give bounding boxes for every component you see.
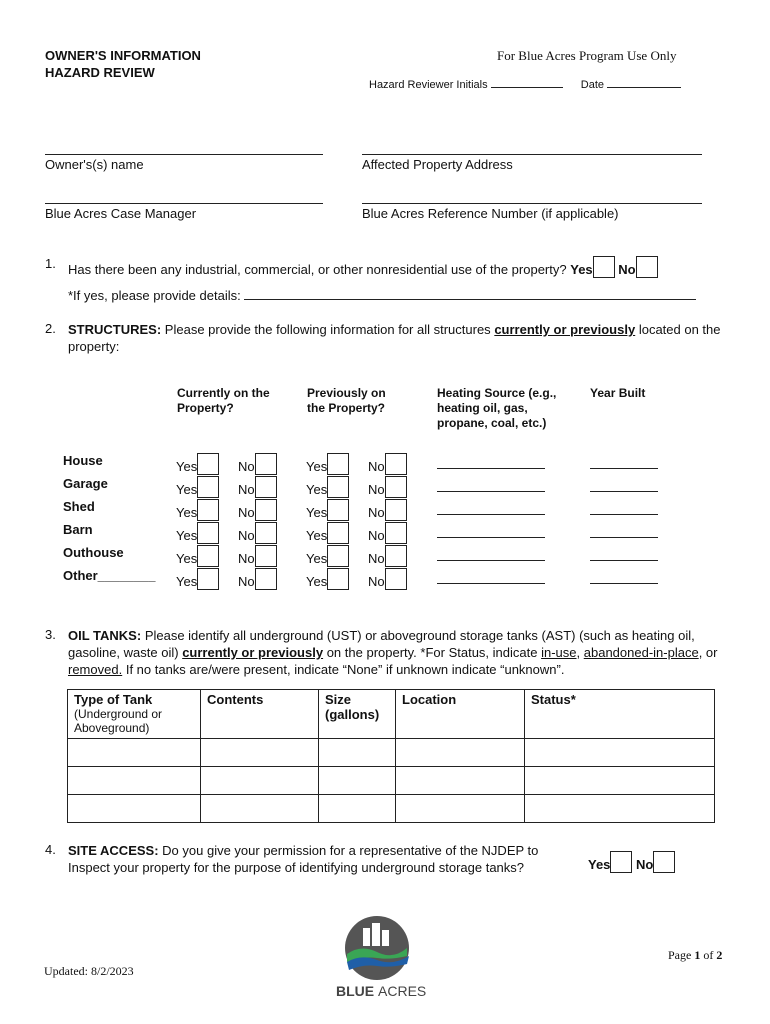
blue-acres-logo bbox=[343, 914, 411, 982]
previous-yes-label: Yes bbox=[306, 482, 328, 497]
page-of: of bbox=[703, 948, 714, 962]
cell-contents[interactable] bbox=[201, 739, 319, 767]
th-location: Location bbox=[396, 690, 525, 739]
q2-emphasis: currently or previously bbox=[494, 322, 636, 337]
cell-contents[interactable] bbox=[201, 795, 319, 823]
status-removed: removed. bbox=[68, 662, 123, 677]
q1-details-label: *If yes, please provide details: bbox=[68, 288, 241, 303]
q1-text: Has there been any industrial, commercial, or other nonresidential use of the property? bbox=[68, 262, 567, 277]
q1-details-row bbox=[68, 288, 696, 303]
current-yes-label: Yes bbox=[176, 459, 198, 474]
q3-number: 3. bbox=[45, 627, 56, 642]
q3-text-c: , or bbox=[698, 645, 718, 660]
current-yes-label: Yes bbox=[176, 482, 198, 497]
q4-yes-checkbox[interactable] bbox=[610, 851, 632, 873]
previous-no-label: No bbox=[368, 459, 385, 474]
current-no-label: No bbox=[238, 528, 255, 543]
page-total: 2 bbox=[716, 948, 723, 962]
q2-label: STRUCTURES: bbox=[68, 322, 162, 337]
col-heating-source: Heating Source (e.g., heating oil, gas, propane, coal, etc.) bbox=[437, 386, 557, 430]
cell-location[interactable] bbox=[396, 767, 525, 795]
previous-yes-checkbox[interactable] bbox=[327, 568, 349, 590]
previous-yes-label: Yes bbox=[306, 459, 328, 474]
logo-text-acres: ACRES bbox=[378, 983, 427, 999]
cell-location[interactable] bbox=[396, 795, 525, 823]
case-manager-label: Blue Acres Case Manager bbox=[45, 206, 197, 221]
table-row bbox=[68, 767, 715, 795]
q4-text: Do you give your permission for a representative of the NJDEP to Inspect your property for the purpose of identifying underground storage tanks? bbox=[68, 843, 539, 875]
q4-label: SITE ACCESS: bbox=[68, 843, 159, 858]
current-no-checkbox[interactable] bbox=[255, 568, 277, 590]
status-abandoned: abandoned-in-place bbox=[583, 645, 699, 660]
q1-question bbox=[68, 256, 658, 278]
structure-label: House bbox=[63, 453, 103, 468]
structure-row-other bbox=[63, 563, 683, 589]
cell-type[interactable] bbox=[68, 795, 201, 823]
date-label: Date bbox=[580, 79, 605, 91]
q3-question: OIL TANKS: Please identify all underground (UST) or aboveground storage tanks (AST) (such as heating oil, gasoline, waste oil) currently or previously on the property. *For Status, indicate in-use, abandoned-in-place, or removed. If no tanks are/were present, indicate “None” if unknown indicate “unknown”. bbox=[68, 628, 718, 677]
q3-text-d: If no tanks are/were present, indicate “None” if unknown indicate “unknown”. bbox=[125, 662, 565, 677]
reference-number-label: Blue Acres Reference Number (if applicable) bbox=[362, 206, 619, 221]
q4-question bbox=[68, 842, 578, 876]
th-contents: Contents bbox=[201, 690, 319, 739]
structures-table bbox=[63, 448, 683, 589]
cell-status[interactable] bbox=[525, 739, 715, 767]
structure-row-shed bbox=[63, 494, 683, 520]
current-no-label: No bbox=[238, 459, 255, 474]
th-type-label: Type of Tank bbox=[74, 692, 153, 707]
q1-yes-checkbox[interactable] bbox=[593, 256, 615, 278]
case-manager-field[interactable] bbox=[45, 203, 323, 204]
initials-field[interactable] bbox=[491, 87, 563, 88]
th-status: Status* bbox=[525, 690, 715, 739]
cell-status[interactable] bbox=[525, 795, 715, 823]
year-built-field[interactable] bbox=[590, 537, 658, 538]
q2-text-a: Please provide the following information for all structures bbox=[164, 322, 491, 337]
q4-yes-label: Yes bbox=[588, 857, 611, 872]
q3-text-b: on the property. *For Status, indicate bbox=[326, 645, 538, 660]
year-built-field[interactable] bbox=[590, 583, 658, 584]
q4-no-checkbox[interactable] bbox=[653, 851, 675, 873]
q2-question bbox=[68, 321, 728, 355]
year-built-field[interactable] bbox=[590, 491, 658, 492]
q4-number: 4. bbox=[45, 842, 56, 857]
form-title bbox=[45, 47, 201, 81]
structure-row-outhouse bbox=[63, 540, 683, 566]
q4-answer bbox=[588, 851, 675, 873]
previous-no-label: No bbox=[368, 505, 385, 520]
updated-date: Updated: 8/2/2023 bbox=[44, 964, 134, 978]
logo-wordmark bbox=[336, 983, 426, 999]
previous-no-label: No bbox=[368, 551, 385, 566]
cell-size[interactable] bbox=[319, 739, 396, 767]
form-title-line1: OWNER'S INFORMATION bbox=[45, 48, 201, 63]
q1-no-checkbox[interactable] bbox=[636, 256, 658, 278]
q2-text-b: located on the property: bbox=[68, 322, 721, 354]
reference-number-field[interactable] bbox=[362, 203, 702, 204]
owner-name-field[interactable] bbox=[45, 154, 323, 155]
structure-label: Other________ bbox=[63, 568, 156, 583]
th-type-sub: (Underground or Aboveground) bbox=[74, 707, 163, 735]
current-yes-label: Yes bbox=[176, 528, 198, 543]
year-built-field[interactable] bbox=[590, 468, 658, 469]
structure-label: Outhouse bbox=[63, 545, 124, 560]
page-number bbox=[668, 948, 722, 963]
current-yes-checkbox[interactable] bbox=[197, 568, 219, 590]
q1-number: 1. bbox=[45, 256, 56, 271]
previous-yes-label: Yes bbox=[306, 528, 328, 543]
current-no-label: No bbox=[238, 551, 255, 566]
th-size: Size (gallons) bbox=[319, 690, 396, 739]
previous-no-checkbox[interactable] bbox=[385, 568, 407, 590]
owner-name-label: Owner's(s) name bbox=[45, 157, 144, 172]
col-currently: Currently on the Property? bbox=[177, 386, 270, 415]
table-row bbox=[68, 795, 715, 823]
q1-no-label: No bbox=[618, 262, 636, 277]
heating-source-field[interactable] bbox=[437, 468, 545, 469]
page-current: 1 bbox=[694, 948, 701, 962]
page-prefix: Page bbox=[668, 948, 692, 962]
heating-source-field[interactable] bbox=[437, 583, 545, 584]
blue-acres-logo-icon bbox=[343, 914, 411, 982]
property-address-field[interactable] bbox=[362, 154, 702, 155]
current-no-label: No bbox=[238, 574, 255, 589]
cell-type[interactable] bbox=[68, 767, 201, 795]
year-built-field[interactable] bbox=[590, 514, 658, 515]
q1-details-field[interactable] bbox=[244, 299, 696, 300]
cell-size[interactable] bbox=[319, 795, 396, 823]
logo-text-blue: BLUE bbox=[336, 983, 375, 999]
q4-no-label: No bbox=[636, 857, 654, 872]
year-built-field[interactable] bbox=[590, 560, 658, 561]
structure-label: Barn bbox=[63, 522, 93, 537]
initials-label: Hazard Reviewer Initials bbox=[369, 79, 488, 91]
status-inuse: in-use bbox=[541, 645, 577, 660]
q3-label: OIL TANKS: bbox=[68, 628, 142, 643]
date-field[interactable] bbox=[607, 87, 681, 88]
cell-size[interactable] bbox=[319, 767, 396, 795]
q3-emphasis: currently or previously bbox=[182, 645, 324, 660]
cell-contents[interactable] bbox=[201, 767, 319, 795]
current-no-label: No bbox=[238, 482, 255, 497]
table-row bbox=[68, 739, 715, 767]
previous-no-label: No bbox=[368, 574, 385, 589]
structure-row-garage bbox=[63, 471, 683, 497]
q3-text-a: Please identify all underground (UST) or aboveground storage tanks (AST) (such as heating oil, gasoline, waste oil) bbox=[68, 628, 695, 660]
th-type bbox=[68, 690, 201, 739]
col-year-built: Year Built bbox=[590, 386, 646, 400]
previous-yes-label: Yes bbox=[306, 551, 328, 566]
heating-source-field[interactable] bbox=[437, 537, 545, 538]
property-address-label: Affected Property Address bbox=[362, 157, 513, 172]
tanks-header-row bbox=[68, 690, 715, 739]
current-yes-label: Yes bbox=[176, 574, 198, 589]
q1-yes-label: Yes bbox=[570, 262, 593, 277]
heating-source-field[interactable] bbox=[437, 514, 545, 515]
structure-label: Garage bbox=[63, 476, 108, 491]
reviewer-initials-row bbox=[369, 79, 681, 91]
previous-no-label: No bbox=[368, 528, 385, 543]
cell-location[interactable] bbox=[396, 739, 525, 767]
q2-number: 2. bbox=[45, 321, 56, 336]
use-only-note: For Blue Acres Program Use Only bbox=[497, 48, 677, 63]
previous-no-label: No bbox=[368, 482, 385, 497]
heating-source-field[interactable] bbox=[437, 491, 545, 492]
current-yes-label: Yes bbox=[176, 551, 198, 566]
cell-status[interactable] bbox=[525, 767, 715, 795]
heating-source-field[interactable] bbox=[437, 560, 545, 561]
previous-yes-label: Yes bbox=[306, 505, 328, 520]
current-no-label: No bbox=[238, 505, 255, 520]
cell-type[interactable] bbox=[68, 739, 201, 767]
structure-label: Shed bbox=[63, 499, 95, 514]
previous-yes-label: Yes bbox=[306, 574, 328, 589]
col-previously: Previously on the Property? bbox=[307, 386, 386, 415]
current-yes-label: Yes bbox=[176, 505, 198, 520]
form-title-line2: HAZARD REVIEW bbox=[45, 65, 155, 80]
tanks-table bbox=[67, 689, 715, 823]
structure-row-house bbox=[63, 448, 683, 474]
structure-row-barn bbox=[63, 517, 683, 543]
